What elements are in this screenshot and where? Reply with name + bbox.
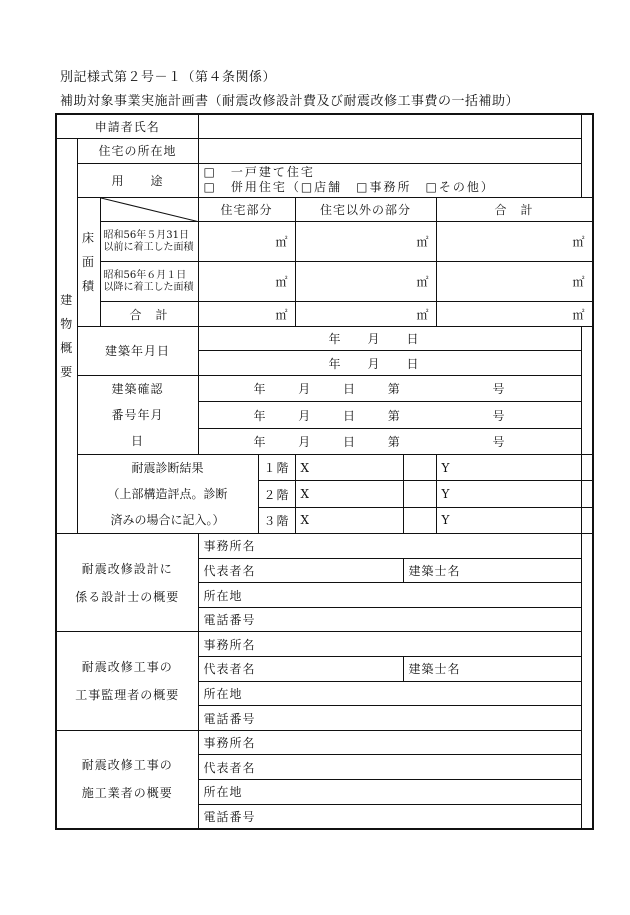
applicant-label: 申請者氏名	[56, 114, 198, 139]
built-date-label: 建築年月日	[77, 326, 198, 375]
seismic-x-3[interactable]	[403, 507, 436, 533]
row-after-label: 昭和56年６月１日以降に着工した面積	[100, 262, 198, 302]
usage-detached-checkbox[interactable]: □ 一戸建て住宅	[203, 165, 315, 180]
contractor-label: 耐震改修工事の 施工業者の概要	[56, 730, 198, 828]
seismic-floor-3: ３階	[258, 507, 295, 533]
area-before-total[interactable]: ㎡	[436, 222, 593, 262]
designer-address[interactable]: 所在地	[198, 583, 581, 608]
confirm-field-2[interactable]: 年 月 日 第 号	[198, 402, 581, 428]
usage-mixed-checkbox[interactable]: □ 併用住宅（□店舗 □事務所 □その他）	[203, 180, 495, 195]
supervisor-address[interactable]: 所在地	[198, 681, 581, 706]
row-sum-label: 合 計	[100, 302, 198, 327]
location-label: 住宅の所在地	[77, 139, 198, 164]
form-number: 別記様式第２号－１（第４条関係）	[60, 70, 277, 85]
seismic-x-1[interactable]	[403, 455, 436, 481]
col-residential: 住宅部分	[198, 197, 295, 222]
designer-rep[interactable]: 代表者名	[198, 558, 403, 583]
contractor-rep[interactable]: 代表者名	[198, 755, 581, 780]
col-nonresidential: 住宅以外の部分	[295, 197, 436, 222]
seismic-x-label: X	[295, 455, 403, 481]
usage-options[interactable]	[198, 163, 581, 197]
area-after-nonresidential[interactable]: ㎡	[295, 262, 436, 302]
area-before-residential[interactable]: ㎡	[198, 222, 295, 262]
contractor-address[interactable]: 所在地	[198, 780, 581, 805]
area-sum-residential[interactable]: ㎡	[198, 302, 295, 327]
building-group-label: 建物概要	[56, 139, 77, 534]
seismic-y-2[interactable]	[581, 481, 593, 507]
row-before-label: 昭和56年５月31日以前に着工した面積	[100, 222, 198, 262]
seismic-y-label: Y	[436, 507, 581, 533]
contractor-office[interactable]: 事務所名	[198, 730, 581, 755]
designer-architect[interactable]: 建築士名	[403, 558, 581, 583]
applicant-field[interactable]	[198, 114, 581, 139]
designer-office[interactable]: 事務所名	[198, 534, 581, 559]
diagonal-header-cell	[100, 197, 198, 222]
col-total: 合 計	[436, 197, 593, 222]
supervisor-office[interactable]: 事務所名	[198, 632, 581, 657]
confirm-label: 建築確認番号年月日	[77, 376, 198, 455]
plan-form-table	[55, 113, 594, 830]
supervisor-phone[interactable]: 電話番号	[198, 706, 581, 731]
seismic-y-label: Y	[436, 481, 581, 507]
confirm-field-3[interactable]: 年 月 日 第 号	[198, 428, 581, 454]
seismic-floor-2: ２階	[258, 481, 295, 507]
designer-label: 耐震改修設計に 係る設計士の概要	[56, 534, 198, 632]
seismic-x-2[interactable]	[403, 481, 436, 507]
area-after-total[interactable]: ㎡	[436, 262, 593, 302]
seismic-floor-1: １階	[258, 455, 295, 481]
seismic-x-label: X	[295, 507, 403, 533]
supervisor-label: 耐震改修工事の 工事監理者の概要	[56, 632, 198, 730]
supervisor-architect[interactable]: 建築士名	[403, 657, 581, 682]
confirm-field-1[interactable]: 年 月 日 第 号	[198, 376, 581, 402]
built-date-field-1[interactable]: 年 月 日	[198, 326, 581, 351]
location-field[interactable]	[198, 139, 581, 164]
supervisor-rep[interactable]: 代表者名	[198, 657, 403, 682]
designer-phone[interactable]: 電話番号	[198, 607, 581, 632]
area-after-residential[interactable]: ㎡	[198, 262, 295, 302]
seismic-y-1[interactable]	[581, 455, 593, 481]
area-before-nonresidential[interactable]: ㎡	[295, 222, 436, 262]
usage-label: 用 途	[77, 163, 198, 197]
area-sum-nonresidential[interactable]: ㎡	[295, 302, 436, 327]
seismic-x-label: X	[295, 481, 403, 507]
floor-area-group-label: 床面積	[77, 197, 100, 326]
seismic-y-label: Y	[436, 455, 581, 481]
seismic-y-3[interactable]	[581, 507, 593, 533]
seismic-label: 耐震診断結果 （上部構造評点。診断 済みの場合に記入。）	[77, 455, 258, 534]
built-date-field-2[interactable]: 年 月 日	[198, 351, 581, 376]
form-title: 補助対象事業実施計画書（耐震改修設計費及び耐震改修工事費の一括補助）	[60, 94, 520, 109]
area-sum-total[interactable]: ㎡	[436, 302, 593, 327]
contractor-phone[interactable]: 電話番号	[198, 804, 581, 829]
